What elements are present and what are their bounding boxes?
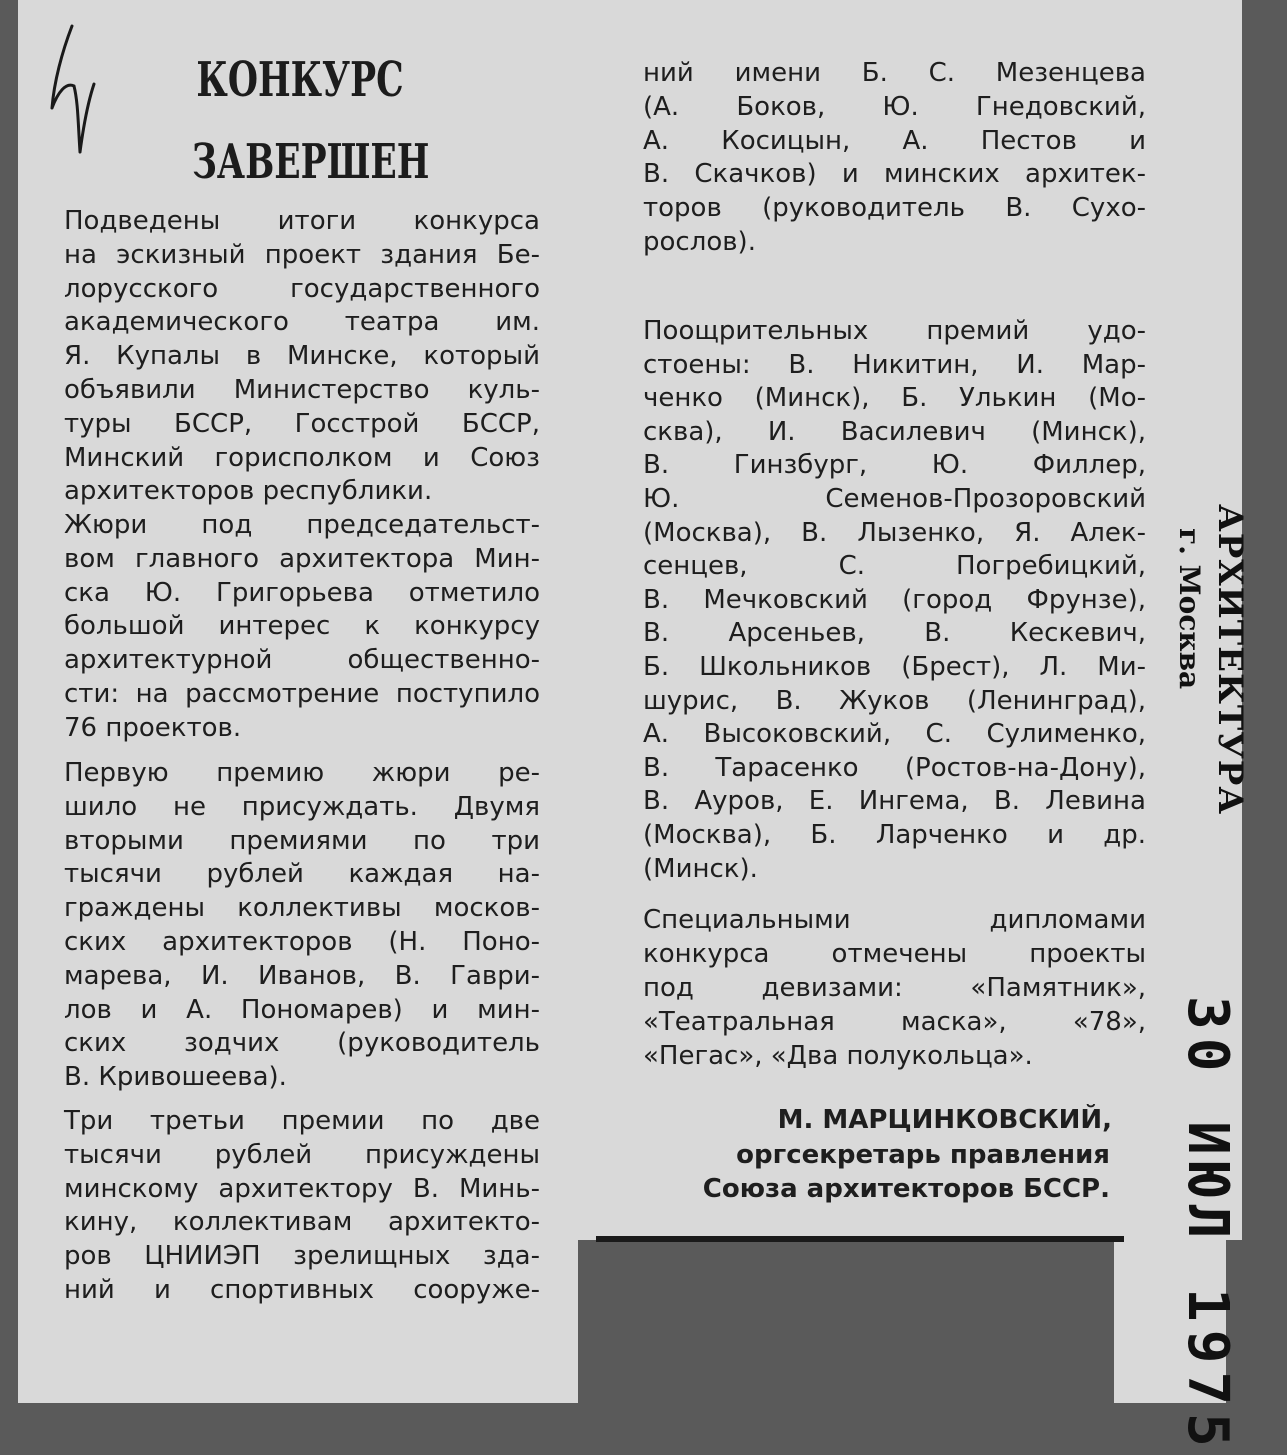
text-line: под девизами: «Памятник», — [643, 973, 1146, 1003]
text-line: Специальными дипломами — [643, 905, 1146, 935]
text-line: марева, И. Иванов, В. Гаври- — [64, 960, 540, 991]
text-line: В. Тарасенко (Ростов-на-Дону), — [643, 752, 1146, 783]
text-line: сква), И. Василевич (Минск), — [643, 416, 1146, 447]
text-line: туры БССР, Госстрой БССР, — [64, 408, 540, 439]
text-line: В. Арсеньев, В. Кескевич, — [643, 618, 1146, 649]
text-line: архитектурной общественно- — [64, 645, 540, 676]
text-line: 76 проектов. — [64, 712, 242, 743]
text-line: В. Скачков) и минских архитек- — [643, 159, 1146, 190]
text-line: конкурса отмечены проекты — [643, 939, 1146, 969]
text-line: Я. Купалы в Минске, который — [64, 341, 540, 372]
author-role: оргсекретарь правления — [736, 1140, 1110, 1170]
text-line: «Пегас», «Два полукольца». — [643, 1041, 1033, 1071]
text-line: (Москва), Б. Ларченко и др. — [643, 820, 1146, 850]
text-line: большой интерес к конкурсу — [64, 611, 540, 642]
author-name: М. МАРЦИНКОВСКИЙ, — [777, 1105, 1112, 1135]
text-line: сти: на рассмотрение поступило — [64, 679, 540, 709]
headline-line-2: ЗАВЕРШЕН — [192, 134, 430, 190]
text-line: Ю. Семенов-Прозоровский — [643, 484, 1146, 514]
headline-line-1: КОНКУРС — [196, 52, 404, 108]
text-line: ний имени Б. С. Мезенцева — [643, 58, 1146, 88]
text-line: В. Гинзбург, Ю. Филлер, — [643, 450, 1146, 481]
text-line: лорусского государственного — [64, 273, 540, 304]
text-line: сенцев, С. Погребицкий, — [643, 551, 1146, 582]
text-line: ска Ю. Григорьева отметило — [64, 577, 540, 608]
text-line: торов (руководитель В. Сухо- — [643, 193, 1146, 224]
text-line: стоены: В. Никитин, И. Мар- — [643, 349, 1146, 380]
text-line: тысячи рублей каждая на- — [64, 859, 540, 890]
text-line: А. Косицын, А. Пестов и — [643, 125, 1146, 156]
text-line: ний и спортивных сооруже- — [64, 1275, 540, 1305]
source-stamp: АРХИТЕКТУРА — [1210, 504, 1250, 816]
text-line: шурис, В. Жуков (Ленинград), — [643, 685, 1146, 716]
text-line: на эскизный проект здания Бе- — [64, 239, 540, 270]
text-line: вом главного архитектора Мин- — [64, 543, 540, 574]
text-line: кину, коллективам архитекто- — [64, 1207, 540, 1238]
text-line: ских архитекторов (Н. Поно- — [64, 927, 540, 957]
text-line: лов и А. Пономарев) и мин- — [64, 994, 540, 1025]
text-line: В. Ауров, Е. Ингема, В. Левина — [643, 786, 1146, 817]
text-line: В. Мечковский (город Фрунзе), — [643, 584, 1146, 615]
text-line: ченко (Минск), Б. Улькин (Мо- — [643, 383, 1146, 414]
text-line: граждены коллективы москов- — [64, 893, 540, 924]
text-line: Три третьи премии по две — [64, 1106, 540, 1136]
handwritten-mark — [44, 22, 104, 162]
text-line: вторыми премиями по три — [64, 825, 540, 856]
text-line: «Театральная маска», «78», — [643, 1007, 1146, 1037]
date-stamp: 30 ИЮЛ 1975 — [1175, 996, 1240, 1455]
text-line: Б. Школьников (Брест), Л. Ми- — [643, 652, 1146, 682]
tear-edge — [596, 1236, 1124, 1242]
text-line: академического театра им. — [64, 307, 540, 338]
text-line: (А. Боков, Ю. Гнедовский, — [643, 91, 1146, 122]
text-line: Минский горисполком и Союз — [64, 442, 540, 473]
text-line: тысячи рублей присуждены — [64, 1139, 540, 1170]
text-line: В. Кривошеева). — [64, 1062, 287, 1093]
text-line: Жюри под председательст- — [64, 510, 540, 540]
text-line: архитекторов республики. — [64, 476, 433, 507]
author-organization: Союза архитекторов БССР. — [702, 1174, 1110, 1204]
text-line: Подведены итоги конкурса — [64, 206, 540, 236]
text-line: (Москва), В. Лызенко, Я. Алек- — [643, 517, 1146, 548]
text-line: (Минск). — [643, 853, 758, 884]
city-stamp: г. Москва — [1173, 528, 1206, 690]
text-line: объявили Министерство куль- — [64, 375, 540, 405]
text-line: ских зодчих (руководитель — [64, 1028, 540, 1059]
text-line: Поощрительных премий удо- — [643, 316, 1146, 346]
text-line: минскому архитектору В. Минь- — [64, 1173, 540, 1204]
text-line: ров ЦНИИЭП зрелищных зда- — [64, 1241, 540, 1272]
text-line: А. Высоковский, С. Сулименко, — [643, 719, 1146, 750]
text-line: Первую премию жюри ре- — [64, 758, 540, 788]
text-line: шило не присуждать. Двумя — [64, 791, 540, 822]
text-line: рослов). — [643, 227, 756, 257]
